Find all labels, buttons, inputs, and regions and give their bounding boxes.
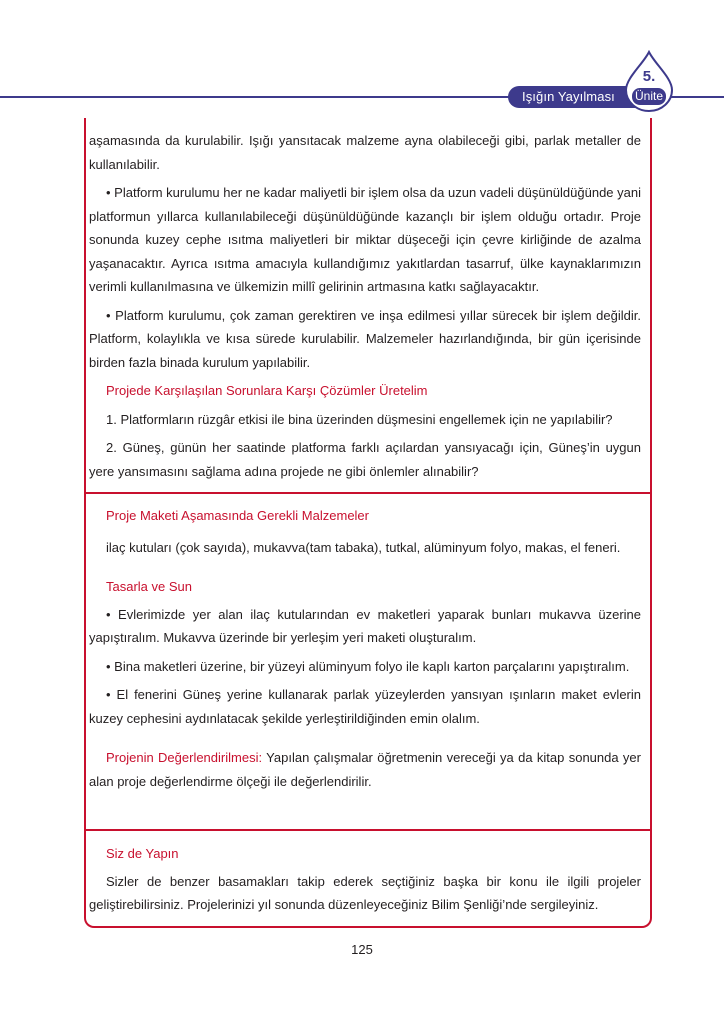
evaluation-text: Yapılan çalışmalar öğretmenin vereceği ya da kitap sonunda yer alan proje değerlendirme ölçeği ile değerlendirilir. <box>89 750 641 789</box>
paragraph-bullet-2: • Platform kurulumu, çok zaman gerektiren ve inşa edilmesi yıllar sürecek bir işlem değildir. Platform, kolaylıkla ve kısa sürede kurulabilir. Malzemeler hazırlandığında, bir gün içerisinde birden fazla binada kurulum yapılabilir. <box>89 307 641 370</box>
section-model <box>89 504 641 793</box>
section-divider-2 <box>84 829 652 831</box>
evaluation-label: Projenin Değerlendirilmesi: <box>106 750 263 765</box>
question-1: 1. Platformların rüzgâr etkisi ile bina üzerinden düşmesini engellemek için ne yapılabilir? <box>106 411 613 427</box>
unit-badge <box>624 50 674 112</box>
section-divider-1 <box>84 492 652 494</box>
materials-text: ilaç kutuları (çok sayıda), mukavva(tam tabaka), tutkal, alüminyum folyo, makas, el feneri. <box>106 539 621 555</box>
unit-label: Ünite <box>632 88 666 105</box>
design-bullet-2: • Bina maketleri üzerine, bir yüzeyi alüminyum folyo ile kaplı karton parçalarını yapıştıralım. <box>106 658 630 674</box>
problems-heading: Projede Karşılaşılan Sorunlara Karşı Çözümler Üretelim <box>106 383 428 398</box>
paragraph-bullet-1: • Platform kurulumu her ne kadar maliyetli bir işlem olsa da uzun vadeli düşünüldüğünde yani platformun yıllarca kullanılabileceği düşünüldüğünde kazançlı bir işlem olduğu ortadır. Proje sonunda kuzey cephe ısıtma maliyetleri bir miktar düşeceği için çevre kirliğinde de azalma yaşanacaktır. Ayrıca ısıtma amacıyla kullandığımız yakıtlardan tasarruf, ülke kaynaklarımızın verimli kullanılmasına ve ülkemizin millî gelirinin artmasına katkı sağlayacaktır. <box>89 185 641 294</box>
try-heading: Siz de Yapın <box>106 846 179 861</box>
question-2: 2. Güneş, günün her saatinde platforma farklı açılardan yansıyacağı için, Güneş’in uygun yere yansımasını sağlama adına projede ne gibi önlemler alınabilir? <box>89 440 641 479</box>
materials-heading: Proje Maketi Aşamasında Gerekli Malzemeler <box>106 508 369 523</box>
section-problem-solving <box>89 129 641 483</box>
section-try-yourself <box>89 842 641 917</box>
design-bullet-1: • Evlerimizde yer alan ilaç kutularından ev maketleri yaparak bunları mukavva üzerine yapıştıralım. Mukavva üzerinde bir yerleşim yeri maketi oluşturalım. <box>89 606 641 645</box>
unit-number: 5. <box>642 68 656 85</box>
page-number: 125 <box>351 942 373 957</box>
try-text: Sizler de benzer basamakları takip ederek seçtiğiniz başka bir konu ile ilgili projeler geliştirebilirsiniz. Projelerinizi yıl sonunda düzenleyeceğiniz Bilim Şenliği’nde sergileyiniz. <box>89 873 641 912</box>
design-heading: Tasarla ve Sun <box>106 579 192 594</box>
evaluation-paragraph <box>89 746 641 793</box>
design-bullet-3: • El fenerini Güneş yerine kullanarak parlak yüzeylerden yansıyan ışınların maket evlerin kuzey cephesini aydınlatacak şekilde yerleştirildiğinden emin olalım. <box>89 687 641 726</box>
paragraph-continued: aşamasında da kurulabilir. Işığı yansıtacak malzeme ayna olabileceği gibi, parlak metaller de kullanılabilir. <box>89 133 641 172</box>
section-title: Işığın Yayılması <box>522 89 615 104</box>
